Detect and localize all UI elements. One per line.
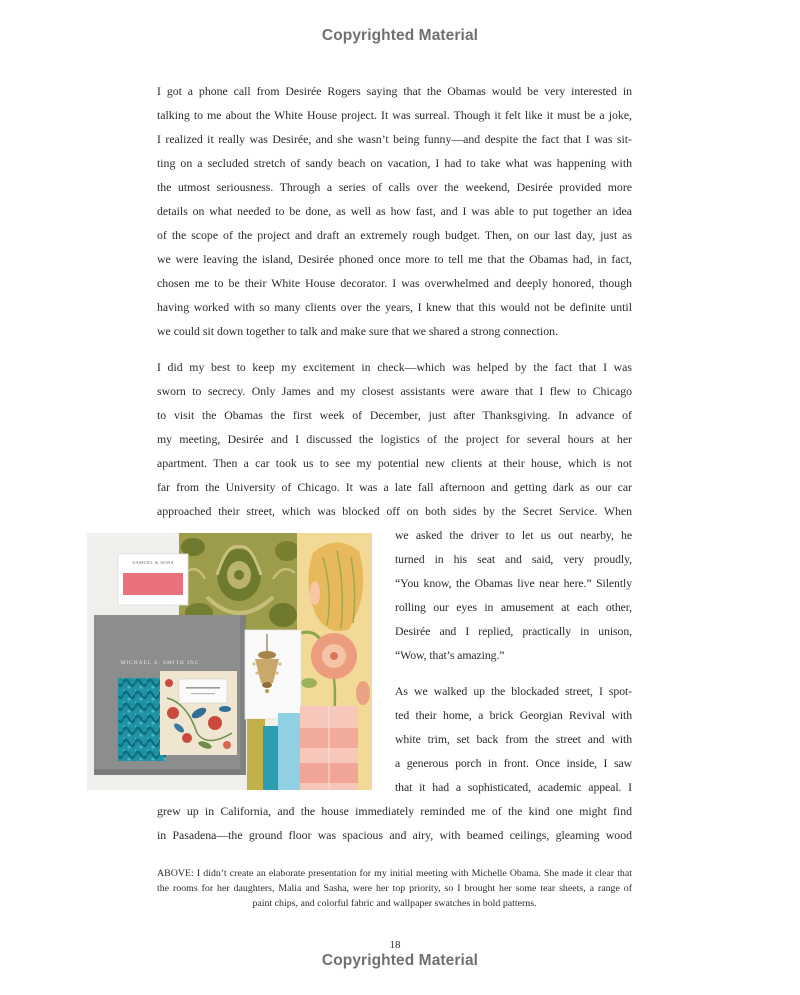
trim-sample-card: [118, 554, 188, 605]
paragraph-1: [157, 79, 632, 343]
text-line: that it had a sophisticated, academic appeal. I: [395, 780, 632, 794]
text-line: we were leaving the island, Desirée phoned once more to tell me that the Obamas had, in fact,: [157, 252, 632, 266]
fabric-tag: [179, 679, 227, 703]
text-line: having worked with so many clients over the years, I knew that this would not be definite until: [157, 300, 632, 314]
teal-fabric-swatch: [118, 678, 166, 761]
text-line: a generous porch in front. Once inside, I saw: [395, 756, 632, 770]
page-number: 18: [389, 939, 401, 951]
watermark-bottom: Copyrighted Material: [321, 952, 479, 969]
text-line: details on what needed to be done, as well as how fast, and I was able to put together an idea: [157, 204, 632, 218]
caption-line: the rooms for her daughters, Malia and Sasha, were her top priority, so I brought her some tear sheets, a range of: [157, 883, 632, 894]
text-line: ting on a secluded stretch of sandy beach on vacation, I had to take what was happening with: [157, 156, 632, 170]
card-label: SAMUEL & SONS: [132, 560, 174, 565]
swatches-photo: [87, 533, 372, 790]
text-line: to visit the Obamas the first week of December, just after Thanksgiving. In advance of: [157, 408, 632, 422]
text-line: “You know, the Obamas live near here.” Silently: [395, 576, 632, 590]
caption-line: paint chips, and colorful fabric and wallpaper swatches in bold patterns.: [252, 898, 537, 909]
chandelier-tear-sheet: [245, 630, 301, 719]
text-line: apartment. Then a car took us to see my potential new clients at their house, which is not: [157, 456, 632, 470]
text-line: the utmost seriousness. Through a series of calls over the weekend, Desirée provided more: [157, 180, 632, 194]
text-line: talking to me about the White House project. It was surreal. Though it felt like it must be a joke,: [157, 108, 632, 122]
photo-caption: [157, 866, 632, 911]
text-line: of the scope of the project and draft an extremely rough budget. Then, on our last day, just as: [157, 228, 632, 242]
pink-swatch: [123, 573, 183, 595]
text-line: chosen me to be their White House decorator. I was overwhelmed and deeply honored, though: [157, 276, 632, 290]
text-line: I did my best to keep my excitement in check—which was helped by the fact that I was: [157, 360, 632, 374]
text-line: we could sit down together to talk and make sure that we shared a strong connection.: [157, 324, 558, 338]
text-line: my meeting, Desirée and I discussed the logistics of the project for several hours at her: [157, 432, 632, 446]
caption-line: ABOVE: I didn’t create an elaborate presentation for my initial meeting with Michelle Obama. She made it clear that: [157, 868, 632, 879]
text-line: As we walked up the blockaded street, I spot-: [395, 684, 632, 698]
text-line: rolling our eyes in amusement at each other,: [395, 600, 632, 614]
text-line: Desirée and I replied, practically in unison,: [395, 624, 632, 638]
text-line: far from the University of Chicago. It was a late fall afternoon and getting dark as our car: [157, 480, 632, 494]
text-line: we asked the driver to let us out nearby, he: [395, 528, 632, 542]
text-line: sworn to secrecy. Only James and my closest assistants were aware that I flew to Chicago: [157, 384, 632, 398]
text-line: “Wow, that’s amazing.”: [395, 648, 505, 662]
binder-label: MICHAEL S. SMITH INC: [120, 660, 200, 666]
text-line: turned in his seat and said, very proudly,: [395, 552, 632, 566]
text-line: I realized it really was Desirée, and she wasn’t being funny—and despite the fact that I was sit-: [157, 132, 632, 146]
swatches-photo-graphic: [87, 533, 372, 790]
text-line: approached their street, which was blocked off on both sides by the Secret Service. When: [157, 504, 632, 518]
text-line: in Pasadena—the ground floor was spacious and airy, with beamed ceilings, gleaming wood: [157, 828, 632, 842]
floral-fabric-swatch: [160, 671, 237, 755]
text-line: grew up in California, and the house immediately reminded me of the kind one might find: [157, 804, 632, 818]
text-line: I got a phone call from Desirée Rogers saying that the Obamas would be very interested in: [157, 84, 632, 98]
text-line: ted their home, a brick Georgian Revival with: [395, 708, 632, 722]
watermark-top: Copyrighted Material: [321, 27, 479, 44]
text-line: white trim, set back from the street and with: [395, 732, 632, 746]
